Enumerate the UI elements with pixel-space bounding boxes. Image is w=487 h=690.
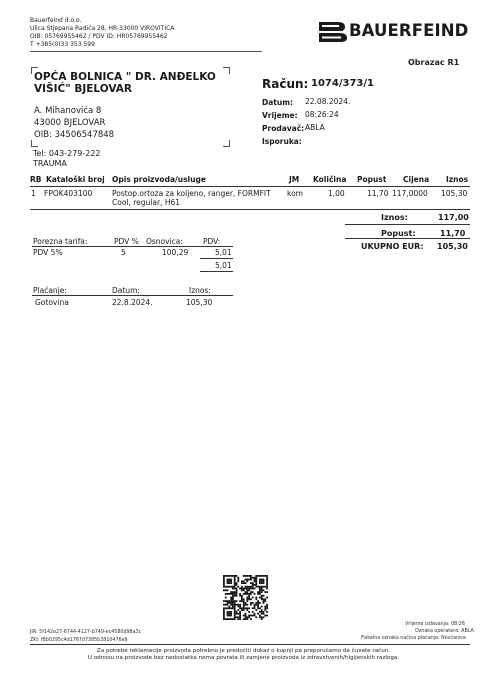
sender-info <box>30 17 174 49</box>
notice-line2: U odnosu na proizvode bez nedostatka nema povrata ili zamjene proizvoda iz zdravstvenih/higijenskih razloga. <box>87 655 400 661</box>
tax-total: 5,01 <box>215 261 232 270</box>
recipient-oib: OIB: 34506547848 <box>34 130 115 140</box>
tax-col-base: Osnovica: <box>146 237 183 246</box>
total-amount-label: Iznos: <box>381 213 408 222</box>
col-desc: Opis proizvoda/usluge <box>112 175 206 184</box>
col-qty: Količina <box>313 175 347 184</box>
sender-address: Ulica Stjepana Radića 28, HR-33000 VIROVITICA <box>30 25 175 32</box>
row-discount: 11,70 <box>367 189 389 198</box>
pay-amount: 105,30 <box>186 298 213 307</box>
tax-col-vat: PDV: <box>203 237 221 246</box>
date-label: Datum: <box>262 98 294 107</box>
tax-rate: PDV 5% <box>33 248 63 257</box>
tax-base: 100,29 <box>162 248 189 257</box>
payment-method-code: Fiskalna oznaka načina plaćanja: Novčanice <box>361 636 467 641</box>
col-code: Kataloški broj <box>46 175 105 184</box>
total-discount-label: Popust: <box>381 229 416 238</box>
invoice-seller: ABLA <box>305 123 325 132</box>
recipient-department: TRAUMA <box>33 159 67 168</box>
items-header-rule <box>30 186 470 187</box>
recipient-tel: Tel: 043-279-222 <box>33 149 101 158</box>
pay-col-date: Datum: <box>112 286 140 295</box>
notice-line1: Za potrebe reklamacije proizvoda potrebno je predočiti dokaz o kupnji pa preporučamo da čuvate račun. <box>96 648 391 654</box>
seller-label: Prodavač: <box>262 124 305 133</box>
recipient-city: 43000 BJELOVAR <box>34 118 106 128</box>
tax-vat: 5,01 <box>215 248 232 257</box>
tax-pct: 5 <box>121 248 126 257</box>
invoice-time: 08:26:24 <box>305 110 339 119</box>
operator-code: Oznaka operatera: ABLA <box>415 629 474 634</box>
tax-total-rule-2 <box>200 271 233 272</box>
col-price: Cijena <box>403 175 430 184</box>
recipient-name-line2: VIŠIĆ" BJELOVAR <box>34 83 133 95</box>
row-code: FPOK403100 <box>44 189 93 198</box>
recipient-street: A. Mihanovića 8 <box>34 106 102 116</box>
col-unit: JM <box>289 175 300 184</box>
sender-company: Bauerfeind d.o.o. <box>30 17 82 24</box>
pay-method: Gotovina <box>35 298 69 307</box>
tax-header-rule <box>32 246 233 247</box>
items-bottom-rule <box>30 209 470 210</box>
tax-col-pct: PDV % <box>114 237 139 246</box>
total-discount: 11,70 <box>440 229 466 238</box>
tax-col-rate: Porezna tarifa: <box>33 237 88 246</box>
row-amount: 105,30 <box>441 189 468 198</box>
grand-total-label: UKUPNO EUR: <box>361 242 424 251</box>
row-qty: 1,00 <box>328 189 345 198</box>
bauerfeind-b-icon <box>318 20 348 44</box>
qr-code-icon <box>223 575 268 627</box>
row-rb: 1 <box>31 189 36 198</box>
invoice-number: 1074/373/1 <box>311 78 374 89</box>
footer-rule <box>30 644 470 645</box>
pay-date: 22.8.2024. <box>112 298 153 307</box>
row-price: 117,0000 <box>392 189 428 198</box>
grand-total: 105,30 <box>437 242 468 251</box>
row-desc-line1: Postop.ortoza za koljeno, ranger, FORMFIT <box>112 189 271 198</box>
recipient-name-line1: OPĆA BOLNICA " DR. ANĐELKO <box>34 71 216 83</box>
sender-divider <box>30 51 262 52</box>
delivery-label: Isporuka: <box>262 137 302 146</box>
tax-total-rule <box>200 258 233 259</box>
row-unit: kom <box>287 189 303 198</box>
col-rb: RB <box>30 175 42 184</box>
sender-oib: OIB: 05769955462 / PDV ID: HR05769955462 <box>30 33 168 40</box>
jir-code: JIR: 5f142e27-6744-4127-b749-ec4580d98a3c <box>30 630 142 635</box>
total-amount: 117,00 <box>438 213 469 222</box>
col-discount: Popust <box>357 175 387 184</box>
zki-code: ZKI: f8b0295c4d1767d7385b3810476e9 <box>30 638 128 643</box>
totals-rule-1 <box>345 224 470 225</box>
form-type: Obrazac R1 <box>408 58 460 67</box>
pay-col-method: Plaćanje: <box>33 286 67 295</box>
pay-col-amount: Iznos: <box>189 286 211 295</box>
recipient-name <box>34 71 216 95</box>
invoice-date: 22.08.2024. <box>305 97 351 106</box>
sender-phone: T +385(0)33 353 599 <box>30 41 95 48</box>
col-amount: Iznos <box>446 175 469 184</box>
logo-text: BAUERFEIND <box>349 21 469 40</box>
totals-rule-2 <box>345 238 470 239</box>
issue-time: Vrijeme izdavanja: 08:26 <box>405 622 465 627</box>
invoice-title: Račun: <box>262 77 309 91</box>
row-desc-line2: Cool, regular, H61 <box>112 198 181 207</box>
payment-header-rule <box>32 295 233 296</box>
time-label: Vrijeme: <box>262 111 298 120</box>
